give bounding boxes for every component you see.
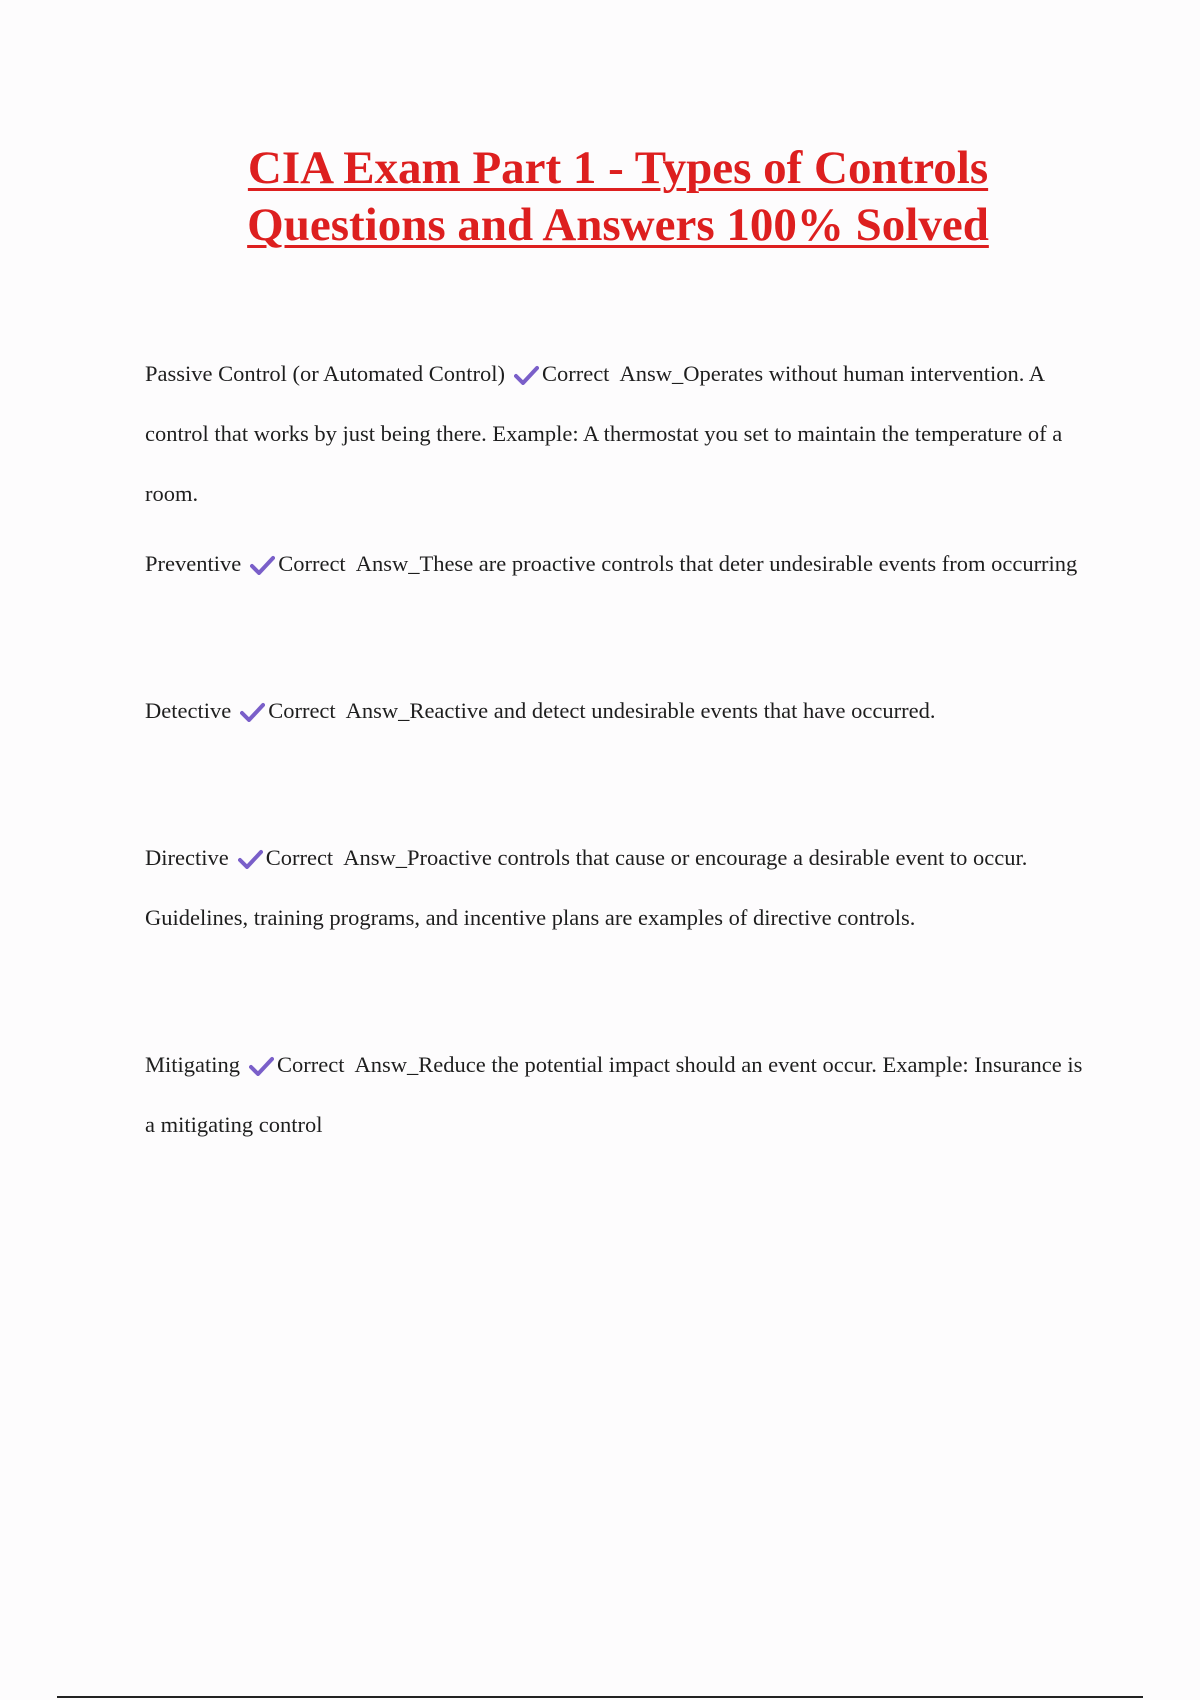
footer-divider	[57, 1696, 1143, 1698]
check-icon	[249, 1056, 274, 1076]
qa-item-passive-control	[145, 344, 1090, 524]
answer-marker-label: Correct Answ_	[268, 698, 410, 723]
qa-term: Directive	[145, 845, 229, 870]
qa-answer: Reduce the potential impact should an event occur. Example: Insurance is a mitigating control	[145, 1052, 1083, 1137]
check-icon	[240, 702, 265, 722]
check-icon	[514, 365, 539, 385]
qa-item-mitigating	[145, 1035, 1090, 1155]
check-icon	[238, 849, 263, 869]
title-line-1: CIA Exam Part 1 - Types of Controls	[247, 142, 989, 194]
qa-answer: Operates without human intervention. A control that works by just being there. Example: A thermostat you set to maintain the temperature of a room.	[145, 361, 1063, 506]
qa-term: Mitigating	[145, 1052, 240, 1077]
answer-marker-label: Correct Answ_	[277, 1052, 419, 1077]
answer-marker-label: Correct Answ_	[541, 361, 684, 386]
answer-marker-label: Correct Answ_	[265, 845, 407, 870]
title-line-2: Questions and Answers 100% Solved	[247, 199, 989, 251]
answer-marker-label: Correct Answ_	[278, 551, 420, 576]
qa-term: Detective	[145, 698, 232, 723]
qa-term: Preventive	[145, 551, 242, 576]
document-title	[0, 140, 1200, 254]
qa-answer: Reactive and detect undesirable events that have occurred.	[409, 698, 936, 723]
qa-item-preventive	[145, 534, 1090, 594]
qa-term: Passive Control (or Automated Control)	[145, 361, 505, 386]
qa-list	[145, 344, 1090, 1155]
qa-item-directive	[145, 828, 1090, 948]
qa-item-detective	[145, 681, 1090, 741]
qa-answer: Proactive controls that cause or encourage a desirable event to occur. Guidelines, training programs, and incentive plans are examples of directive controls.	[145, 845, 1028, 930]
qa-answer: These are proactive controls that deter undesirable events from occurring	[419, 551, 1078, 576]
check-icon	[250, 555, 275, 575]
